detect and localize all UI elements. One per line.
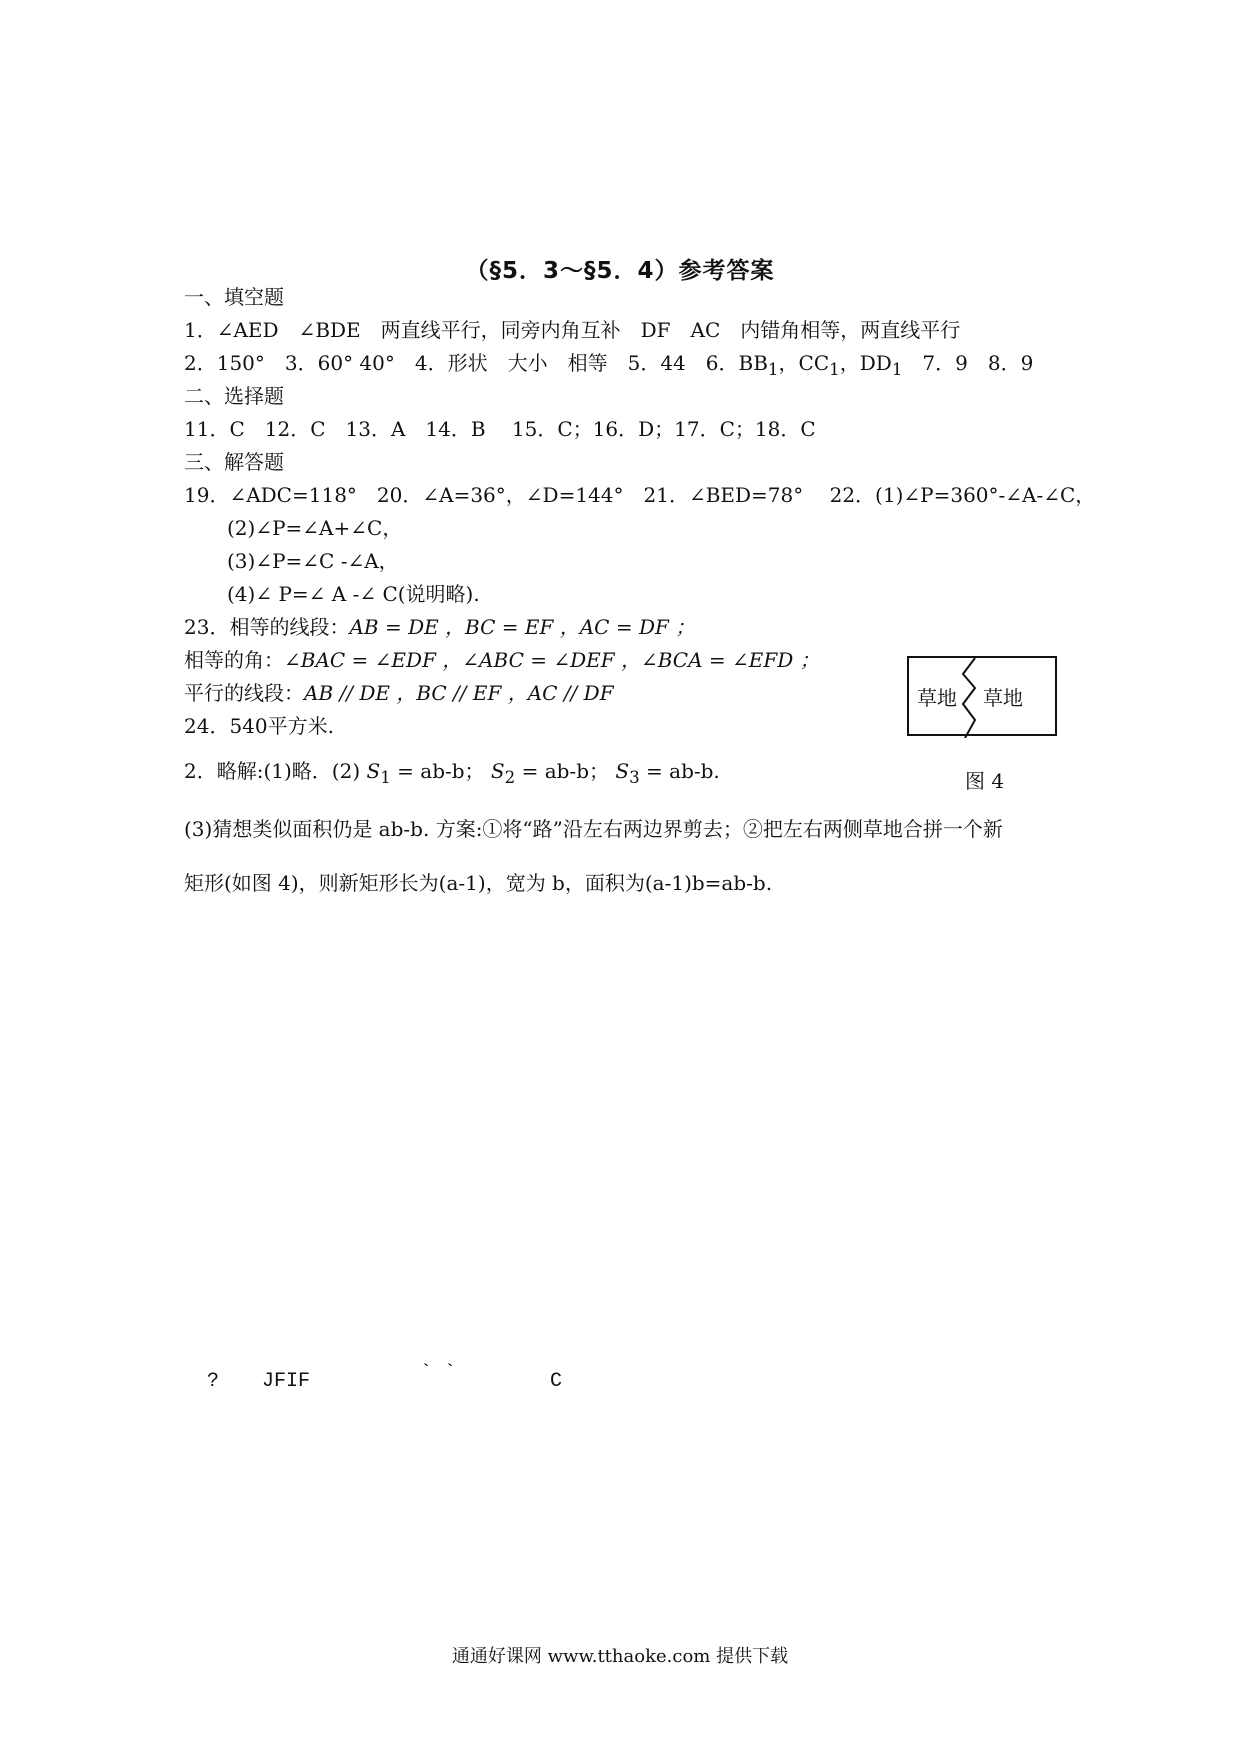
subscript: 1 [829,360,840,379]
subscript: 1 [380,768,391,787]
subscript: 3 [629,768,640,787]
answer-line-2-part-b: ，CC [778,351,830,375]
answer-line-4: 19．∠ADC=118° 20．∠A=36°，∠D=144° 21．∠BED=78° 22．(1)∠P=360°-∠A-∠C， [184,483,1096,507]
answer-line-3: 11．C 12．C 13．A 14．B 15．C；16．D；17．C；18．C [184,417,816,441]
answer-line-2 [184,350,1033,383]
answer-line-1: 1．∠AED ∠BDE 两直线平行，同旁内角互补 DF AC 内错角相等，两直线平行 [184,318,961,342]
answer-line-13: (3)猜想类似面积仍是 ab-b. 方案:①将“路”沿左右两边界剪去；②把左右两侧草地合拼一个新 [184,817,1003,841]
answer-line-14: 矩形(如图 4)，则新矩形长为(a-1)，宽为 b，面积为(a-1)b=ab-b. [184,871,773,895]
answer-line-11: 24．540平方米. [184,714,334,738]
footer: 通通好课网 www.tthaoke.com 提供下载 [451,1646,789,1667]
answer-line-8-label: 23．相等的线段： [184,615,350,639]
subscript: 1 [767,360,779,379]
answer-line-10 [184,680,614,706]
s-value: = ab-b. [639,759,720,783]
answer-line-9 [184,647,820,673]
artifact-jfif: JFIF [262,1370,311,1393]
figure-4 [907,656,1057,736]
answer-line-8-math: AB = DE ，BC = EF ，AC = DF ； [349,615,696,639]
s-value: = ab-b； [515,759,609,783]
page-title: （§5．3～§5．4）参考答案 [465,258,775,284]
figure-right-label: 草地 [983,686,1023,710]
answer-line-12-intro: 2．略解:(1)略．(2) [184,759,361,783]
subscript: 2 [504,768,516,787]
figure-caption: 图 4 [965,769,1005,793]
artifact-ticks: ` ` [420,1362,457,1385]
s-value: = ab-b； [390,759,485,783]
answer-line-10-math: AB // DE ，BC // EF ，AC // DF [304,681,614,705]
artifact-question-mark: ? [207,1370,220,1393]
answer-line-5: (2)∠P=∠A+∠C， [227,516,403,540]
answer-line-2-part-a: 2．150° 3．60° 40° 4．形状 大小 相等 5．44 6．BB [184,351,768,375]
s-symbol: S [615,759,630,783]
answer-line-9-label: 相等的角： [184,648,284,672]
section-fill-blank: 一、填空题 [184,285,284,309]
answer-line-7: (4)∠ P=∠ A -∠ C(说明略). [227,582,480,606]
answer-line-8 [184,614,695,640]
answer-line-10-label: 平行的线段： [184,681,304,705]
answer-line-2-part-c: ，DD [839,351,892,375]
answer-line-6: (3)∠P=∠C -∠A， [227,549,399,573]
s-symbol: S [366,759,381,783]
answer-line-12 [184,758,720,791]
section-solutions: 三、解答题 [184,450,284,474]
figure-left-label: 草地 [917,686,957,710]
section-multiple-choice: 二、选择题 [184,384,284,408]
subscript: 1 [891,360,903,379]
answer-line-2-part-d: 7．9 8．9 [902,351,1034,375]
artifact-c: C [550,1370,563,1393]
s-symbol: S [490,759,505,783]
answer-line-9-math: ∠BAC = ∠EDF ，∠ABC = ∠DEF ，∠BCA = ∠EFD ； [284,648,820,672]
